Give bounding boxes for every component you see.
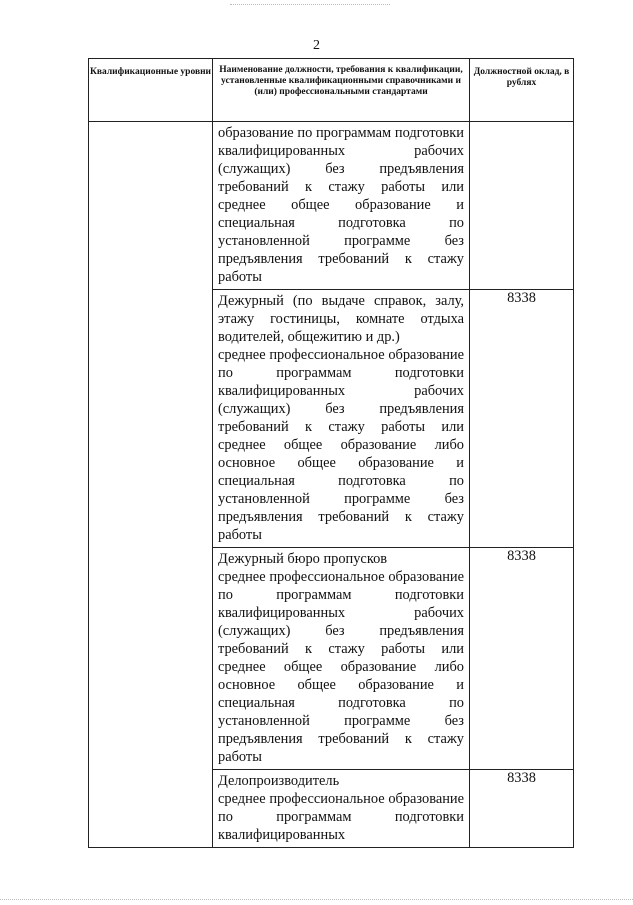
position-title: Дежурный (по выдаче справок, залу, этажу гостиницы, комнате отдыха водителей, общежитию и др.) [218,293,464,345]
position-title: Делопроизводитель [218,773,340,789]
header-salary: Должностной оклад, в рублях [470,59,574,122]
position-requirements: среднее профессиональное образование по программам подготовки квалифицированных рабочих (служащих) без предъявления требований к стажу работы или среднее общее образование либо основное общее образование и специальная подготовка по установленной программе без предъявления требований к стажу работы [218,569,464,765]
scan-artifact-bottom [0,899,633,900]
salary-table [88,58,574,848]
header-qualification-levels: Квалификационные уровни [89,59,213,122]
position-title: Дежурный бюро пропусков [218,551,388,567]
table-header-row [89,59,574,122]
salary-cell: 8338 [470,770,574,848]
position-description-cell [213,770,470,848]
scan-artifact-top [230,4,390,5]
position-requirements: образование по программам подготовки квалифицированных рабочих (служащих) без предъявления требований к стажу работы или среднее общее образование и специальная подготовка по установленной программе без предъявления требований к стажу работы [218,125,464,285]
page-number: 2 [313,38,320,53]
position-description-cell [213,122,470,290]
qualification-level-cell [89,122,213,848]
position-description-cell [213,290,470,548]
position-description-cell [213,548,470,770]
position-requirements: среднее профессиональное образование по программам подготовки квалифицированных рабочих (служащих) без предъявления требований к стажу работы или среднее общее образование либо основное общее образование и специальная подготовка по установленной программе без предъявления требований к стажу работы [218,347,464,543]
table-row [89,122,574,290]
position-requirements: среднее профессиональное образование по программам подготовки квалифицированных [218,791,464,843]
salary-cell: 8338 [470,290,574,548]
salary-cell: 8338 [470,548,574,770]
header-position-requirements: Наименование должности, требования к квалификации, установленные квалификационными справочниками и (или) профессиональными стандартами [213,59,470,122]
salary-cell [470,122,574,290]
